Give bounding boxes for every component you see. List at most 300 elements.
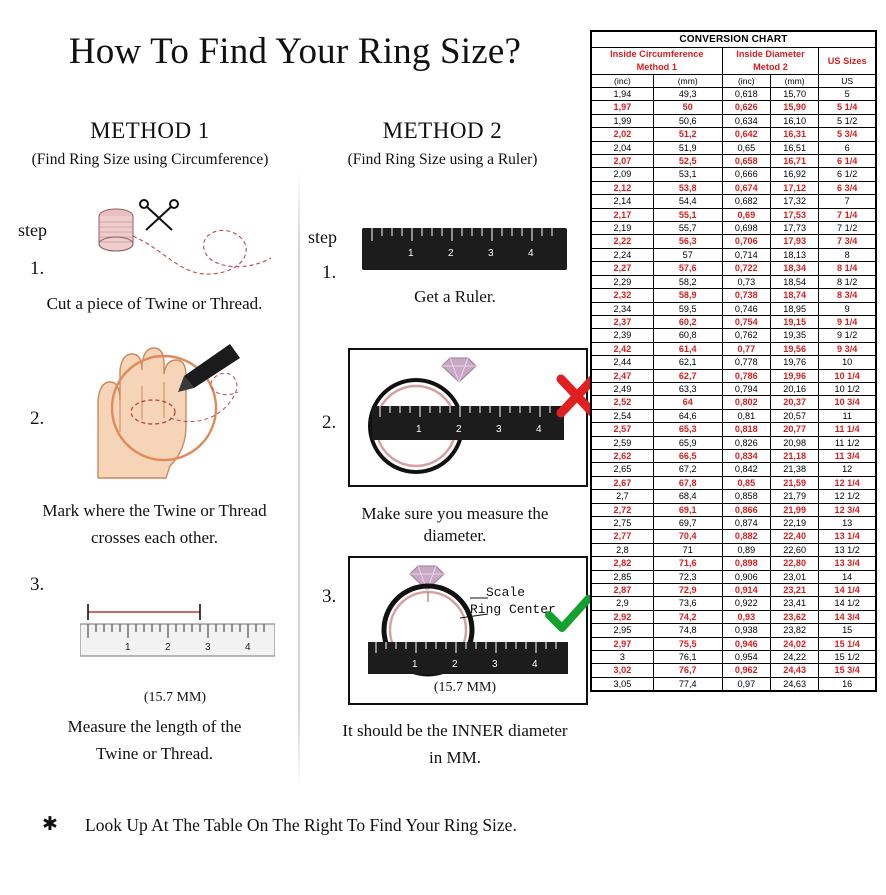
table-cell: 24,02 — [770, 637, 818, 650]
table-cell: 59,5 — [653, 302, 722, 315]
table-cell: 0,882 — [722, 530, 770, 543]
svg-text:4: 4 — [528, 248, 534, 259]
table-cell: 62,1 — [653, 356, 722, 369]
table-cell: 24,63 — [770, 677, 818, 690]
table-cell: 11 3/4 — [819, 449, 876, 462]
table-cell: 2,09 — [592, 168, 654, 181]
table-cell: 13 3/4 — [819, 557, 876, 570]
table-cell: 5 — [819, 88, 876, 101]
table-row — [592, 88, 876, 101]
svg-text:2: 2 — [456, 424, 462, 435]
table-cell: 8 — [819, 248, 876, 261]
table-cell: 14 — [819, 570, 876, 583]
table-cell: 0,618 — [722, 88, 770, 101]
method-2-step-2-panel — [348, 348, 588, 487]
table-cell: 1,99 — [592, 114, 654, 127]
hand-measuring-illustration — [58, 330, 298, 480]
table-row — [592, 128, 876, 141]
method-1-step-1-caption: Cut a piece of Twine or Thread. — [46, 294, 263, 313]
table-cell: 2,65 — [592, 463, 654, 476]
method-1-column — [0, 118, 300, 169]
table-cell: 2,85 — [592, 570, 654, 583]
table-cell: 0,818 — [722, 423, 770, 436]
method-1-step-word: step — [18, 220, 47, 240]
method-1-step-2-caption-line1: Mark where the Twine or Thread — [42, 501, 267, 520]
method-2-heading: METHOD 2 — [382, 118, 503, 143]
table-cell: 0,93 — [722, 610, 770, 623]
table-cell: 2,75 — [592, 517, 654, 530]
table-cell: 22,40 — [770, 530, 818, 543]
table-row — [592, 101, 876, 114]
table-cell: 0,762 — [722, 329, 770, 342]
table-cell: 23,21 — [770, 584, 818, 597]
table-cell: 15,90 — [770, 101, 818, 114]
table-row — [592, 597, 876, 610]
table-cell: 2,7 — [592, 490, 654, 503]
table-cell: 24,22 — [770, 651, 818, 664]
table-cell: 2,97 — [592, 637, 654, 650]
table-cell: 74,2 — [653, 610, 722, 623]
table-cell: 10 1/2 — [819, 382, 876, 395]
scale-label-line2: Ring Center — [470, 602, 556, 617]
table-cell: 74,8 — [653, 624, 722, 637]
table-cell: 5 3/4 — [819, 128, 876, 141]
table-cell: 0,938 — [722, 624, 770, 637]
table-cell: 2,14 — [592, 195, 654, 208]
thread-on-ruler-illustration — [80, 598, 275, 666]
page-title: How To Find Your Ring Size? — [68, 31, 522, 72]
method-2-step-3-number: 3. — [322, 586, 337, 607]
table-row — [592, 262, 876, 275]
table-cell: 18,13 — [770, 248, 818, 261]
table-cell: 12 1/2 — [819, 490, 876, 503]
table-row — [592, 476, 876, 489]
table-cell: 0,706 — [722, 235, 770, 248]
table-cell: 12 1/4 — [819, 476, 876, 489]
table-cell: 2,27 — [592, 262, 654, 275]
table-cell: 12 — [819, 463, 876, 476]
table-cell: 1,97 — [592, 101, 654, 114]
method-2-subheading: (Find Ring Size using a Ruler) — [347, 151, 538, 168]
table-cell: 55,1 — [653, 208, 722, 221]
table-cell: 21,38 — [770, 463, 818, 476]
table-cell: 51,2 — [653, 128, 722, 141]
table-cell: 10 3/4 — [819, 396, 876, 409]
table-row — [592, 570, 876, 583]
table-cell: 2,8 — [592, 543, 654, 556]
table-cell: 0,866 — [722, 503, 770, 516]
table-cell: 56,3 — [653, 235, 722, 248]
footer-star-icon: ✱ — [42, 814, 58, 835]
table-cell: 2,37 — [592, 315, 654, 328]
table-cell: 20,98 — [770, 436, 818, 449]
table-cell: 15 — [819, 624, 876, 637]
method-2-step-word: step — [308, 227, 337, 247]
unit-header-0: (inc) — [592, 75, 654, 88]
table-cell: 0,914 — [722, 584, 770, 597]
table-cell: 62,7 — [653, 369, 722, 382]
black-ruler-illustration — [362, 228, 567, 270]
table-cell: 7 3/4 — [819, 235, 876, 248]
table-row — [592, 436, 876, 449]
table-cell: 13 1/2 — [819, 543, 876, 556]
method-1-step-3-caption-line2: Twine or Thread. — [96, 744, 213, 763]
table-row — [592, 517, 876, 530]
table-cell: 2,17 — [592, 208, 654, 221]
table-cell: 9 3/4 — [819, 342, 876, 355]
table-row — [592, 463, 876, 476]
table-cell: 8 3/4 — [819, 289, 876, 302]
table-cell: 2,82 — [592, 557, 654, 570]
method-1-step-3-caption-line1: Measure the length of the — [67, 717, 242, 736]
conversion-table-body — [592, 88, 876, 691]
unit-header-1: (mm) — [653, 75, 722, 88]
table-cell: 50 — [653, 101, 722, 114]
table-cell: 17,93 — [770, 235, 818, 248]
table-cell: 0,922 — [722, 597, 770, 610]
table-cell: 14 1/2 — [819, 597, 876, 610]
table-row — [592, 624, 876, 637]
table-cell: 16,92 — [770, 168, 818, 181]
table-cell: 54,4 — [653, 195, 722, 208]
table-cell: 77,4 — [653, 677, 722, 690]
conversion-unit-header-row — [592, 75, 876, 88]
table-cell: 63,3 — [653, 382, 722, 395]
table-cell: 20,57 — [770, 409, 818, 422]
table-row — [592, 382, 876, 395]
method-2-column — [300, 118, 585, 169]
table-row — [592, 329, 876, 342]
table-cell: 2,07 — [592, 155, 654, 168]
table-row — [592, 222, 876, 235]
svg-text:1: 1 — [416, 424, 422, 435]
svg-text:2: 2 — [448, 248, 454, 259]
table-cell: 2,95 — [592, 624, 654, 637]
unit-header-4: US — [819, 75, 876, 88]
method-2-step-3-caption-line2: in MM. — [429, 748, 481, 767]
table-cell: 24,43 — [770, 664, 818, 677]
table-cell: 69,7 — [653, 517, 722, 530]
table-cell: 19,56 — [770, 342, 818, 355]
method-1-step-2-caption-line2: crosses each other. — [91, 528, 218, 547]
unit-header-2: (inc) — [722, 75, 770, 88]
svg-text:3: 3 — [496, 424, 502, 435]
table-row — [592, 530, 876, 543]
table-cell: 0,954 — [722, 651, 770, 664]
table-cell: 20,77 — [770, 423, 818, 436]
table-cell: 7 — [819, 195, 876, 208]
table-cell: 0,634 — [722, 114, 770, 127]
svg-text:2: 2 — [452, 659, 458, 670]
table-cell: 0,802 — [722, 396, 770, 409]
table-row — [592, 557, 876, 570]
table-cell: 13 1/4 — [819, 530, 876, 543]
table-cell: 14 3/4 — [819, 610, 876, 623]
table-cell: 2,57 — [592, 423, 654, 436]
svg-text:4: 4 — [536, 424, 542, 435]
table-row — [592, 490, 876, 503]
table-cell: 2,22 — [592, 235, 654, 248]
table-cell: 0,698 — [722, 222, 770, 235]
table-cell: 66,5 — [653, 449, 722, 462]
table-cell: 68,4 — [653, 490, 722, 503]
table-row — [592, 543, 876, 556]
table-cell: 0,658 — [722, 155, 770, 168]
table-cell: 73,6 — [653, 597, 722, 610]
table-cell: 2,9 — [592, 597, 654, 610]
table-cell: 67,8 — [653, 476, 722, 489]
table-cell: 22,80 — [770, 557, 818, 570]
table-cell: 0,81 — [722, 409, 770, 422]
table-cell: 51,9 — [653, 141, 722, 154]
table-cell: 20,37 — [770, 396, 818, 409]
table-cell: 11 — [819, 409, 876, 422]
table-cell: 17,32 — [770, 195, 818, 208]
table-cell: 8 1/2 — [819, 275, 876, 288]
group-header-1-line1: Inside Diameter — [736, 49, 805, 59]
table-cell: 2,87 — [592, 584, 654, 597]
table-cell: 53,8 — [653, 181, 722, 194]
table-cell: 72,9 — [653, 584, 722, 597]
right-mark-icon — [545, 595, 593, 640]
table-cell: 1,94 — [592, 88, 654, 101]
table-cell: 15 1/4 — [819, 637, 876, 650]
table-row — [592, 664, 876, 677]
table-cell: 6 1/4 — [819, 155, 876, 168]
table-cell: 16,10 — [770, 114, 818, 127]
table-cell: 2,49 — [592, 382, 654, 395]
table-cell: 50,6 — [653, 114, 722, 127]
table-cell: 0,874 — [722, 517, 770, 530]
table-cell: 2,77 — [592, 530, 654, 543]
table-cell: 2,32 — [592, 289, 654, 302]
svg-text:2: 2 — [165, 642, 171, 653]
table-cell: 19,15 — [770, 315, 818, 328]
table-cell: 16,71 — [770, 155, 818, 168]
svg-text:3: 3 — [205, 642, 211, 653]
table-cell: 57 — [653, 248, 722, 261]
group-header-1-line2: Metod 2 — [753, 62, 788, 72]
table-cell: 64 — [653, 396, 722, 409]
table-row — [592, 651, 876, 664]
table-row — [592, 610, 876, 623]
table-cell: 0,946 — [722, 637, 770, 650]
table-cell: 19,96 — [770, 369, 818, 382]
table-cell: 0,738 — [722, 289, 770, 302]
table-cell: 23,82 — [770, 624, 818, 637]
table-cell: 60,2 — [653, 315, 722, 328]
method-1-step-1-number: 1. — [30, 258, 45, 279]
unit-header-3: (mm) — [770, 75, 818, 88]
table-cell: 7 1/4 — [819, 208, 876, 221]
table-row — [592, 289, 876, 302]
table-row — [592, 141, 876, 154]
table-cell: 0,858 — [722, 490, 770, 503]
table-cell: 55,7 — [653, 222, 722, 235]
conversion-table — [591, 31, 876, 691]
table-row — [592, 195, 876, 208]
table-cell: 23,41 — [770, 597, 818, 610]
table-cell: 3 — [592, 651, 654, 664]
table-cell: 0,898 — [722, 557, 770, 570]
table-cell: 2,59 — [592, 436, 654, 449]
table-cell: 2,47 — [592, 369, 654, 382]
table-row — [592, 356, 876, 369]
table-cell: 2,52 — [592, 396, 654, 409]
method-2-step-1-caption: Get a Ruler. — [414, 287, 496, 306]
table-cell: 67,2 — [653, 463, 722, 476]
table-cell: 6 1/2 — [819, 168, 876, 181]
table-cell: 12 3/4 — [819, 503, 876, 516]
method-1-subheading: (Find Ring Size using Circumference) — [31, 151, 269, 168]
table-cell: 0,746 — [722, 302, 770, 315]
table-cell: 14 1/4 — [819, 584, 876, 597]
table-cell: 53,1 — [653, 168, 722, 181]
table-cell: 0,69 — [722, 208, 770, 221]
method-1-step-3-number: 3. — [30, 574, 45, 595]
table-row — [592, 342, 876, 355]
table-row — [592, 275, 876, 288]
table-row — [592, 155, 876, 168]
group-header-0-line1: Inside Circumference — [610, 49, 704, 59]
table-cell: 5 1/4 — [819, 101, 876, 114]
table-row — [592, 369, 876, 382]
method-1-heading: METHOD 1 — [90, 118, 210, 143]
table-cell: 0,842 — [722, 463, 770, 476]
svg-text:1: 1 — [412, 659, 418, 670]
table-cell: 2,44 — [592, 356, 654, 369]
svg-text:3: 3 — [488, 248, 494, 259]
table-cell: 16,51 — [770, 141, 818, 154]
table-row — [592, 114, 876, 127]
table-cell: 5 1/2 — [819, 114, 876, 127]
svg-text:1: 1 — [125, 642, 131, 653]
table-cell: 65,9 — [653, 436, 722, 449]
table-cell: 7 1/2 — [819, 222, 876, 235]
table-cell: 3,05 — [592, 677, 654, 690]
table-cell: 0,962 — [722, 664, 770, 677]
table-cell: 18,95 — [770, 302, 818, 315]
svg-text:1: 1 — [408, 248, 414, 259]
table-cell: 0,906 — [722, 570, 770, 583]
table-row — [592, 168, 876, 181]
table-cell: 11 1/4 — [819, 423, 876, 436]
method-2-step-3-measure: (15.7 MM) — [433, 680, 497, 695]
table-cell: 2,24 — [592, 248, 654, 261]
table-cell: 0,834 — [722, 449, 770, 462]
table-cell: 9 1/4 — [819, 315, 876, 328]
table-cell: 10 1/4 — [819, 369, 876, 382]
table-cell: 2,12 — [592, 181, 654, 194]
table-cell: 2,19 — [592, 222, 654, 235]
group-header-0 — [592, 48, 723, 75]
table-cell: 0,65 — [722, 141, 770, 154]
table-cell: 21,18 — [770, 449, 818, 462]
table-cell: 49,3 — [653, 88, 722, 101]
table-cell: 2,02 — [592, 128, 654, 141]
table-cell: 17,12 — [770, 181, 818, 194]
table-cell: 72,3 — [653, 570, 722, 583]
table-cell: 0,85 — [722, 476, 770, 489]
table-cell: 52,5 — [653, 155, 722, 168]
table-cell: 0,754 — [722, 315, 770, 328]
table-cell: 70,4 — [653, 530, 722, 543]
table-row — [592, 181, 876, 194]
table-cell: 0,682 — [722, 195, 770, 208]
table-cell: 2,04 — [592, 141, 654, 154]
table-cell: 23,01 — [770, 570, 818, 583]
table-cell: 23,62 — [770, 610, 818, 623]
table-cell: 13 — [819, 517, 876, 530]
table-cell: 0,666 — [722, 168, 770, 181]
table-row — [592, 208, 876, 221]
table-cell: 21,59 — [770, 476, 818, 489]
table-cell: 69,1 — [653, 503, 722, 516]
table-row — [592, 235, 876, 248]
table-cell: 0,642 — [722, 128, 770, 141]
table-cell: 58,9 — [653, 289, 722, 302]
table-cell: 19,76 — [770, 356, 818, 369]
table-cell: 2,34 — [592, 302, 654, 315]
svg-text:4: 4 — [245, 642, 251, 653]
table-cell: 2,39 — [592, 329, 654, 342]
table-row — [592, 315, 876, 328]
conversion-chart-title: CONVERSION CHART — [592, 32, 876, 48]
table-row — [592, 302, 876, 315]
svg-text:3: 3 — [492, 659, 498, 670]
table-cell: 0,97 — [722, 677, 770, 690]
table-cell: 10 — [819, 356, 876, 369]
table-cell: 0,714 — [722, 248, 770, 261]
table-cell: 17,73 — [770, 222, 818, 235]
twine-spool-illustration — [86, 196, 296, 291]
method-2-step-2-caption: Make sure you measure the diameter. — [361, 504, 549, 546]
table-cell: 21,79 — [770, 490, 818, 503]
table-cell: 0,722 — [722, 262, 770, 275]
scale-label-line1: Scale — [486, 585, 526, 600]
table-cell: 2,62 — [592, 449, 654, 462]
table-row — [592, 396, 876, 409]
table-cell: 71,6 — [653, 557, 722, 570]
table-cell: 60,8 — [653, 329, 722, 342]
table-cell: 21,99 — [770, 503, 818, 516]
svg-text:4: 4 — [532, 659, 538, 670]
table-cell: 0,786 — [722, 369, 770, 382]
table-cell: 0,794 — [722, 382, 770, 395]
table-cell: 15,70 — [770, 88, 818, 101]
table-row — [592, 677, 876, 690]
table-cell: 64,6 — [653, 409, 722, 422]
footer-note: Look Up At The Table On The Right To Find Your Ring Size. — [85, 815, 517, 835]
table-row — [592, 449, 876, 462]
table-cell: 2,42 — [592, 342, 654, 355]
conversion-group-header-row — [592, 48, 876, 75]
table-row — [592, 409, 876, 422]
table-cell: 0,674 — [722, 181, 770, 194]
table-cell: 16 — [819, 677, 876, 690]
table-cell: 2,54 — [592, 409, 654, 422]
method-1-step-2-number: 2. — [30, 408, 45, 429]
table-cell: 19,35 — [770, 329, 818, 342]
method-2-step-2-number: 2. — [322, 412, 337, 433]
table-row — [592, 248, 876, 261]
table-cell: 58,2 — [653, 275, 722, 288]
table-cell: 8 1/4 — [819, 262, 876, 275]
table-cell: 57,6 — [653, 262, 722, 275]
table-cell: 20,16 — [770, 382, 818, 395]
table-cell: 0,778 — [722, 356, 770, 369]
table-cell: 0,626 — [722, 101, 770, 114]
